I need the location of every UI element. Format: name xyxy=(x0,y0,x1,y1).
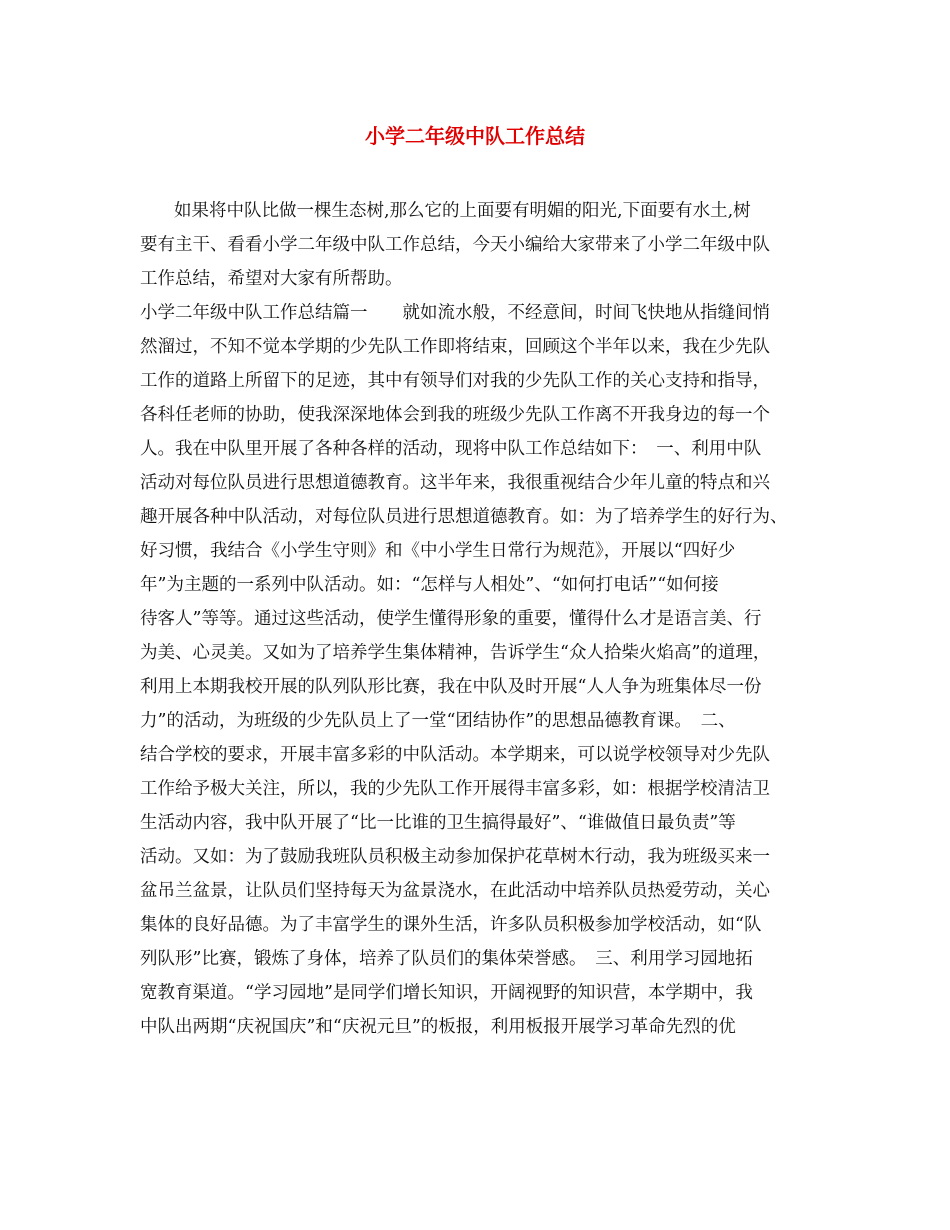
paragraph-line: 要有主干、看看小学二年级中队工作总结，今天小编给大家带来了小学二年级中队 xyxy=(140,235,770,255)
paragraph-line: 为美、心灵美。又如为了培养学生集体精神，告诉学生“众人拾柴火焰高”的道理， xyxy=(140,643,771,663)
paragraph-line: 宽教育渠道。“学习园地”是同学们增长知识，开阔视野的知识营，本学期中，我 xyxy=(140,983,753,1003)
paragraph-line: 盆吊兰盆景，让队员们坚持每天为盆景浇水，在此活动中培养队员热爱劳动，关心 xyxy=(140,881,770,901)
paragraph-line: 活动对每位队员进行思想道德教育。这半年来，我很重视结合少年儿童的特点和兴 xyxy=(140,473,770,493)
paragraph-line: 各科任老师的协助，使我深深地体会到我的班级少先队工作离不开我身边的每一个 xyxy=(140,405,770,425)
paragraph-line: 工作的道路上所留下的足迹，其中有领导们对我的少先队工作的关心支持和指导， xyxy=(140,371,770,391)
paragraph-line: 生活动内容，我中队开展了“比一比谁的卫生搞得最好”、“谁做值日最负责”等 xyxy=(140,813,736,833)
paragraph-line: 好习惯，我结合《小学生守则》和《中小学生日常行为规范》，开展以“四好少 xyxy=(140,541,736,561)
document-body xyxy=(140,194,820,1044)
paragraph-line: 趣开展各种中队活动，对每位队员进行思想道德教育。如：为了培养学生的好行为、 xyxy=(140,507,788,527)
paragraph-line: 工作给予极大关注，所以，我的少先队工作开展得丰富多彩，如：根据学校清洁卫 xyxy=(140,779,770,799)
paragraph-line: 力”的活动，为班级的少先队员上了一堂“团结协作”的思想品德教育课。 二、 xyxy=(140,711,736,731)
paragraph-line: 集体的良好品德。为了丰富学生的课外生活，许多队员积极参加学校活动，如“队 xyxy=(140,915,762,935)
paragraph-line: 活动。又如：为了鼓励我班队员积极主动参加保护花草树木行动，我为班级买来一 xyxy=(140,847,770,867)
paragraph-line: 中队出两期“庆祝国庆”和“庆祝元旦”的板报，利用板报开展学习革命先烈的优 xyxy=(140,1017,736,1037)
paragraph-line: 列队形”比赛，锻炼了身体，培养了队员们的集体荣誉感。 三、利用学习园地拓 xyxy=(140,949,753,969)
document-title: 小学二年级中队工作总结 xyxy=(365,124,585,148)
paragraph-line: 如果将中队比做一棵生态树,那么它的上面要有明媚的阳光,下面要有水土,树 xyxy=(174,201,751,221)
paragraph-line: 待客人”等等。通过这些活动，使学生懂得形象的重要，懂得什么才是语言美、行 xyxy=(140,609,762,629)
paragraph-line: 结合学校的要求，开展丰富多彩的中队活动。本学期来，可以说学校领导对少先队 xyxy=(140,745,770,765)
paragraph-line: 年”为主题的一系列中队活动。如：“怎样与人相处”、“如何打电话”“如何接 xyxy=(140,575,719,595)
paragraph-line: 人。我在中队里开展了各种各样的活动，现将中队工作总结如下： 一、利用中队 xyxy=(140,439,762,459)
paragraph-line: 工作总结，希望对大家有所帮助。 xyxy=(140,269,403,289)
paragraph-line: 然溜过，不知不觉本学期的少先队工作即将结束，回顾这个半年以来，我在少先队 xyxy=(140,337,770,357)
paragraph-line: 利用上本期我校开展的队列队形比赛，我在中队及时开展“人人争为班集体尽一份 xyxy=(140,677,762,697)
paragraph-line: 小学二年级中队工作总结篇一 就如流水般，不经意间，时间飞快地从指缝间悄 xyxy=(140,303,770,323)
